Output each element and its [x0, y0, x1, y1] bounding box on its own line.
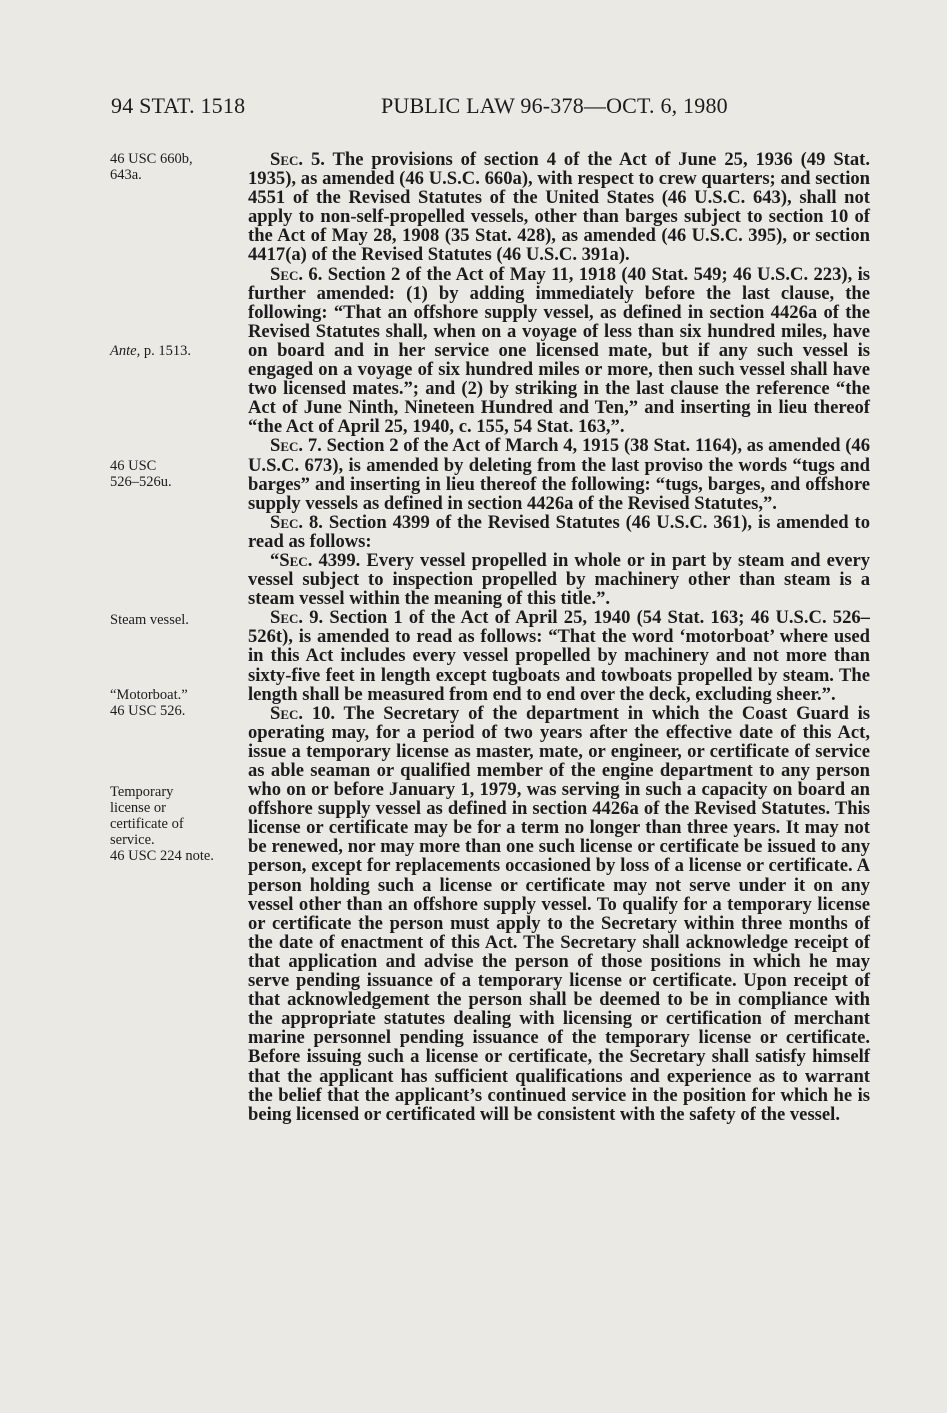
section-8-label: Sec. 8. — [270, 511, 323, 533]
statute-body — [248, 150, 870, 1124]
section-8-text: Section 4399 of the Revised Statutes (46 U.S.C. 361), is amended to read as follows: — [248, 511, 870, 552]
section-9-text: Section 1 of the Act of April 25, 1940 (54 Stat. 163; 46 U.S.C. 526–526t), is amended to read as follows: “That the word ‘motorboat’ where used in this Act includes every vessel propelled by machinery and not more than sixty-five feet in length except tugboats and towboats propelled by steam. The length shall be measured from end to end over the deck, excluding sheer.”. — [248, 607, 870, 705]
section-6-paragraph — [248, 265, 870, 437]
section-5-paragraph — [248, 150, 870, 265]
section-4399-paragraph — [248, 551, 870, 608]
margin-note-ante — [110, 343, 238, 359]
margin-note-temporary-license: Temporary license or certificate of service. 46 USC 224 note. — [110, 784, 214, 864]
margin-note-46usc-660b: 46 USC 660b, 643a. — [110, 151, 193, 183]
margin-note-46usc-526: 46 USC 526–526u. — [110, 458, 172, 490]
section-10-text: The Secretary of the department in which the Coast Guard is operating may, for a period of two years after the effective date of this Act, issue a temporary license as master, mate, or engineer, or certificate of service as able seaman or qualified member of the engine department to any person who on or before January 1, 1979, was serving in such a capacity on board an offshore supply vessel as defined in section 4426a of the Revised Statutes. This license or certificate may be for a term no longer than three years. It may not be renewed, nor may more than one such license or certificate be issued to any person, except for replacements occasioned by loss of a license or certificate. A person holding such a license or certificate may not serve under it on any vessel other than an offshore supply vessel. To qualify for a temporary license or certificate the person must apply to the Secretary within three months of the date of enactment of this Act. The Secretary shall acknowledge receipt of that application and advise the person of those positions in which he may serve pending issuance of a temporary license or certificate. Upon receipt of that acknowledgement the person shall be deemed to be in compliance with the appropriate statutes dealing with licensing or certification of merchant marine personnel pending issuance of the temporary license or certificate. Before issuing such a license or certificate, the Secretary shall satisfy himself that the applicant has sufficient qualifications and experience as to warrant the belief that the applicant’s continued service in the position for which he is being licensed or certificated will be consistent with the safety of the vessel. — [248, 702, 870, 1125]
stat-reference: 94 STAT. 1518 — [111, 93, 246, 118]
section-5-label: Sec. 5. — [270, 149, 325, 170]
section-10-label: Sec. 10. — [270, 702, 336, 724]
margin-note-ante-italic: Ante, — [110, 343, 141, 359]
section-10-paragraph — [248, 704, 870, 1124]
margin-note-steam-vessel: Steam vessel. — [110, 612, 189, 628]
margin-note-ante-page: p. 1513. — [140, 343, 191, 359]
margin-note-motorboat: “Motorboat.” 46 USC 526. — [110, 687, 188, 719]
section-7-label: Sec. 7. — [270, 435, 322, 457]
section-7-text: Section 2 of the Act of March 4, 1915 (38 Stat. 1164), as amended (46 U.S.C. 673), is amended by deleting from the last proviso the words “tugs and barges” and inserting in lieu thereof the following: “tugs, barges, and offshore supply vessels as defined in section 4426a of the Revised Statutes,”. — [248, 435, 870, 514]
section-6-label: Sec. 6. — [270, 263, 323, 285]
section-4399-text: Every vessel propelled in whole or in part by steam and every vessel subject to inspection propelled by machinery other than steam is a steam vessel within the meaning of this title.”. — [248, 549, 870, 610]
public-law-reference: PUBLIC LAW 96-378—OCT. 6, 1980 — [381, 93, 728, 118]
section-9-label: Sec. 9. — [270, 607, 324, 629]
section-6-text: Section 2 of the Act of May 11, 1918 (40 Stat. 549; 46 U.S.C. 223), is further amended: (1) by adding immediately before the last clause, the following: “That an offshore supply vessel, as defined in section 4426a of the Revised Statutes shall, when on a voyage of less than six hundred miles, have on board and in her service one licensed mate, but if any such vessel is engaged on a voyage of six hundred miles or more, then such vessel shall have two licensed mates.”; and (2) by striking in the last clause the reference “the Act of June Ninth, Nineteen Hundred and Ten,” and inserting in lieu thereof “the Act of April 25, 1940, c. 155, 54 Stat. 163,”. — [248, 263, 870, 438]
section-9-paragraph — [248, 608, 870, 703]
section-4399-label: “Sec. 4399. — [270, 549, 361, 571]
section-5-text: The provisions of section 4 of the Act of June 25, 1936 (49 Stat. 1935), as amended (46 U.S.C. 660a), with respect to crew quarters; and section 4551 of the Revised Statutes of the United States (46 U.S.C. 643), shall not apply to non-self-propelled vessels, other than barges subject to section 10 of the Act of May 28, 1908 (35 Stat. 428), as amended (46 U.S.C. 395), or section 4417(a) of the Revised Statutes (46 U.S.C. 391a). — [248, 149, 870, 266]
section-7-paragraph — [248, 436, 870, 512]
section-8-paragraph — [248, 513, 870, 551]
running-head — [111, 93, 871, 127]
